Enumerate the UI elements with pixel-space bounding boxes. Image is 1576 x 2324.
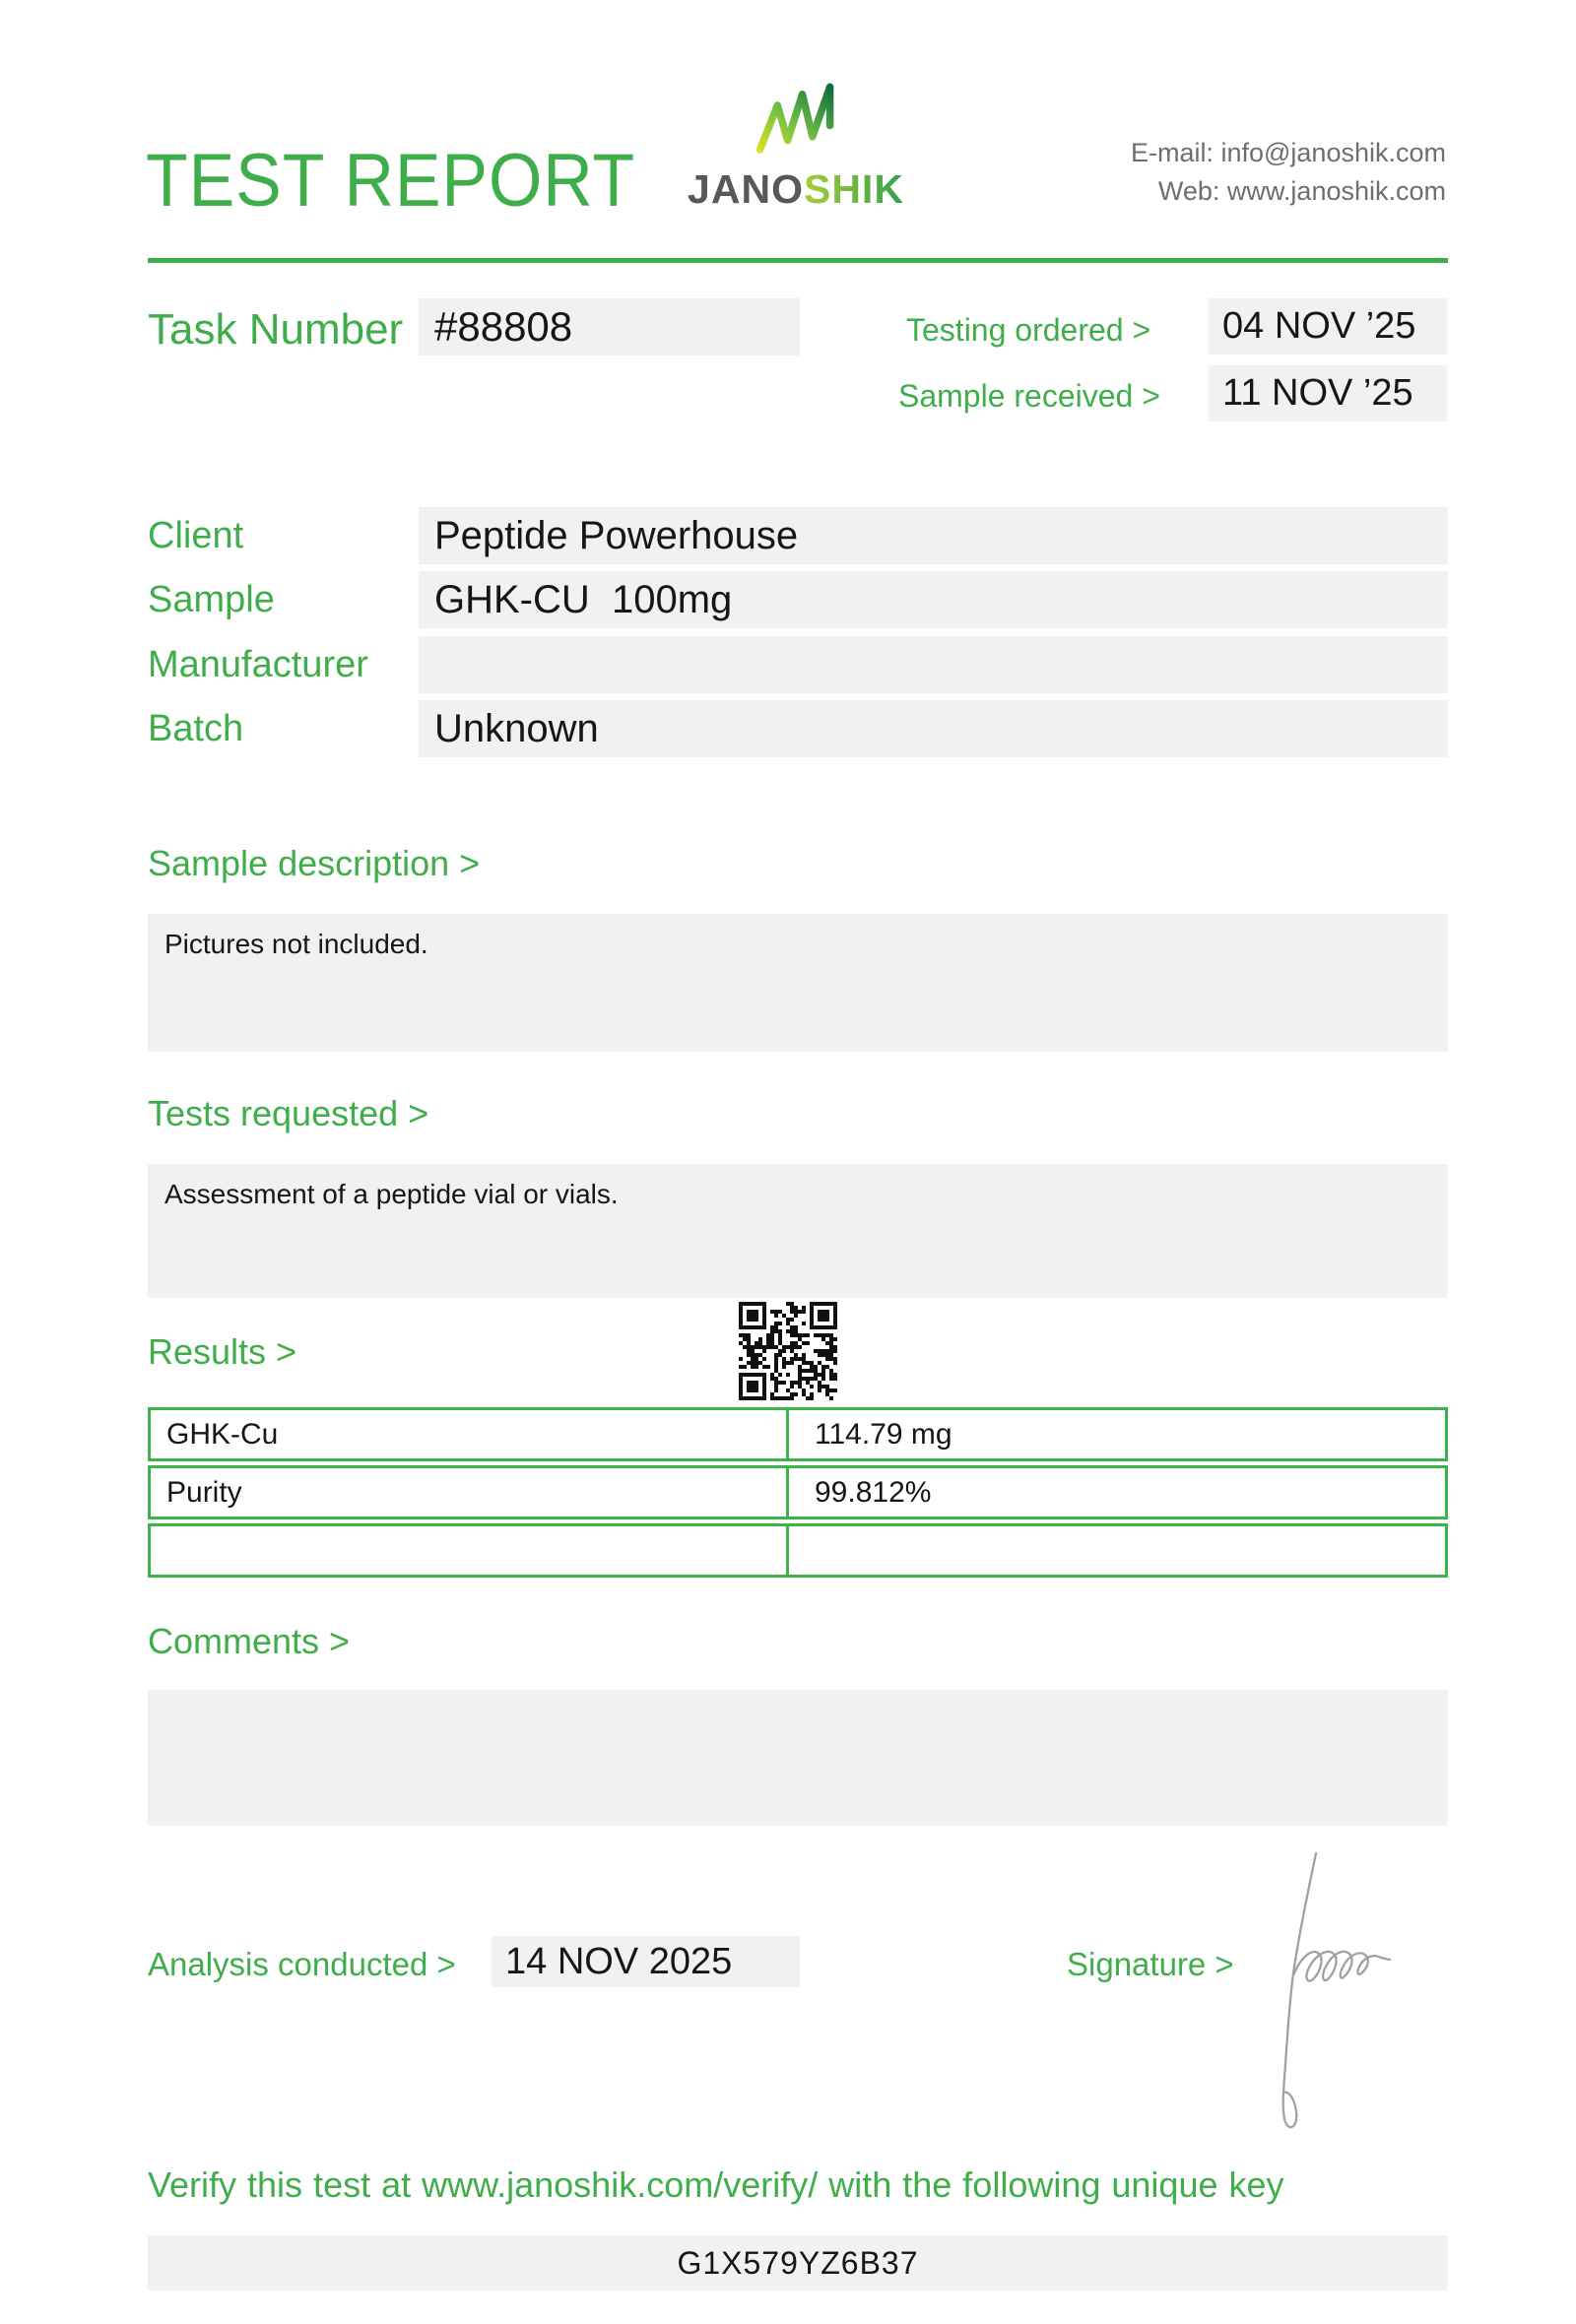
result-value: 114.79 mg — [815, 1417, 952, 1451]
client-label: Client — [148, 515, 244, 556]
result-name-cell — [151, 1410, 789, 1458]
result-value-cell — [789, 1468, 1445, 1517]
analysis-conducted-label: Analysis conducted > — [148, 1946, 456, 1982]
sample-description-heading: Sample description > — [148, 843, 481, 883]
verify-key: G1X579YZ6B37 — [677, 2245, 919, 2281]
manufacturer-value-box — [419, 636, 1448, 693]
logo — [678, 77, 914, 213]
comments-heading: Comments > — [148, 1621, 351, 1661]
batch-label: Batch — [148, 708, 244, 749]
task-number-box — [419, 298, 800, 355]
results-heading: Results > — [148, 1331, 297, 1372]
sample-received-label: Sample received > — [898, 378, 1160, 414]
client-value: Peptide Powerhouse — [434, 514, 799, 557]
email-line: E-mail: info@janoshik.com — [1130, 138, 1446, 167]
analysis-date-box — [492, 1936, 800, 1987]
table-row — [148, 1407, 1448, 1461]
qr-code — [739, 1302, 837, 1400]
page-title: TEST REPORT — [146, 139, 636, 223]
sample-description-box — [148, 914, 1448, 1052]
signature-label: Signature > — [1067, 1946, 1234, 1982]
table-row — [148, 1523, 1448, 1578]
manufacturer-label: Manufacturer — [148, 644, 368, 685]
sample-description-body: Pictures not included. — [164, 929, 428, 959]
result-name-cell — [151, 1468, 789, 1517]
tests-requested-body: Assessment of a peptide vial or vials. — [164, 1179, 619, 1209]
sample-value-box — [419, 571, 1448, 628]
result-name-cell — [151, 1526, 789, 1575]
analysis-date: 14 NOV 2025 — [505, 1941, 733, 1982]
signature-image — [1271, 1847, 1405, 2139]
header-divider — [148, 258, 1448, 263]
web-line: Web: www.janoshik.com — [1157, 176, 1446, 206]
result-value: 99.812% — [815, 1475, 932, 1509]
logo-text-primary: JANO — [688, 166, 804, 212]
logo-wordmark — [678, 166, 914, 213]
task-number-value: #88808 — [434, 303, 573, 350]
contact-info — [1131, 134, 1446, 211]
testing-ordered-label: Testing ordered > — [906, 312, 1151, 348]
sample-received-date: 11 NOV ’25 — [1222, 372, 1413, 414]
sample-value: GHK-CU 100mg — [434, 578, 733, 621]
logo-growth-chart-icon — [754, 77, 838, 161]
tests-requested-box — [148, 1164, 1448, 1298]
result-name: GHK-Cu — [166, 1417, 279, 1451]
batch-value-box — [419, 700, 1448, 757]
batch-value: Unknown — [434, 707, 599, 750]
logo-text-accent: SHIK — [803, 166, 904, 212]
result-name: Purity — [166, 1475, 242, 1509]
verify-text: Verify this test at www.janoshik.com/verify/ with the following unique key — [148, 2164, 1284, 2205]
result-value-cell — [789, 1410, 1445, 1458]
client-value-box — [419, 507, 1448, 564]
testing-ordered-box — [1209, 298, 1447, 355]
sample-received-box — [1209, 365, 1447, 421]
result-value-cell — [789, 1526, 1445, 1575]
task-number-label: Task Number — [148, 305, 404, 354]
tests-requested-heading: Tests requested > — [148, 1093, 429, 1133]
testing-ordered-date: 04 NOV ’25 — [1222, 305, 1416, 347]
verify-key-box — [148, 2235, 1448, 2291]
table-row — [148, 1465, 1448, 1519]
sample-label: Sample — [148, 579, 275, 620]
comments-box — [148, 1690, 1448, 1826]
